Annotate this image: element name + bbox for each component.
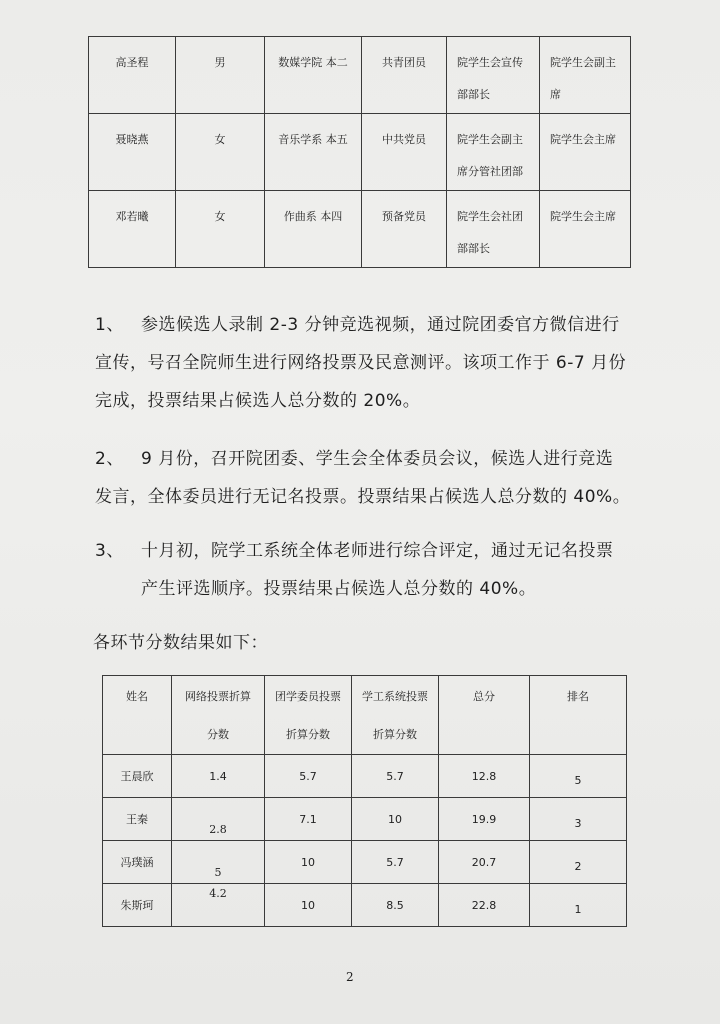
table-row (89, 191, 631, 268)
cell-committee-vote: 5.7 (265, 755, 352, 798)
cell-total: 20.7 (439, 841, 530, 884)
table-row (89, 37, 631, 114)
step-number: 2、 (95, 449, 124, 469)
score-table (102, 675, 627, 927)
candidate-current-post: 院学生会社团 部部长 (447, 191, 540, 268)
cell-total: 22.8 (439, 884, 530, 927)
cell-name: 王晨欣 (103, 755, 172, 798)
cell-total: 12.8 (439, 755, 530, 798)
candidate-party: 共青团员 (362, 37, 447, 114)
candidate-current-post: 院学生会宣传 部部长 (447, 37, 540, 114)
header-net-vote: 网络投票折算 分数 (172, 676, 265, 755)
table-header-row (103, 676, 627, 755)
table-row (103, 884, 627, 927)
cell-name: 冯璞涵 (103, 841, 172, 884)
candidate-running-for: 院学生会主席 (540, 191, 631, 268)
step-line: 宣传，号召全院师生进行网络投票及民意测评。该项工作于 6-7 月份 (95, 353, 627, 373)
table-row (89, 114, 631, 191)
cell-rank: 2 (530, 841, 627, 884)
cell-net-vote: 4.2 (172, 884, 265, 927)
header-name: 姓名 (103, 676, 172, 755)
cell-rank: 1 (530, 884, 627, 927)
step-3-paragraph (95, 532, 635, 608)
candidate-name: 邓若曦 (89, 191, 176, 268)
cell-staff-vote: 5.7 (352, 755, 439, 798)
candidate-dept: 音乐学系 本五 (265, 114, 362, 191)
step-2-paragraph (95, 440, 635, 516)
header-committee-vote: 团学委员投票 折算分数 (265, 676, 352, 755)
step-line: 十月初，院学工系统全体老师进行综合评定，通过无记名投票 (141, 541, 614, 561)
cell-net-vote: 5 (172, 841, 265, 884)
cell-total: 19.9 (439, 798, 530, 841)
candidate-gender: 女 (176, 114, 265, 191)
table-row (103, 755, 627, 798)
candidates-table (88, 36, 631, 268)
cell-rank: 5 (530, 755, 627, 798)
header-rank: 排名 (530, 676, 627, 755)
cell-net-vote: 2.8 (172, 798, 265, 841)
page-number: 2 (346, 970, 354, 984)
cell-committee-vote: 7.1 (265, 798, 352, 841)
candidate-dept: 数媒学院 本二 (265, 37, 362, 114)
cell-staff-vote: 8.5 (352, 884, 439, 927)
cell-committee-vote: 10 (265, 884, 352, 927)
step-line: 产生评选顺序。投票结果占候选人总分数的 40%。 (141, 579, 537, 599)
step-line: 完成，投票结果占候选人总分数的 20%。 (95, 391, 421, 411)
candidate-dept: 作曲系 本四 (265, 191, 362, 268)
candidate-current-post: 院学生会副主 席分管社团部 (447, 114, 540, 191)
candidate-party: 预备党员 (362, 191, 447, 268)
candidate-party: 中共党员 (362, 114, 447, 191)
candidate-running-for: 院学生会主席 (540, 114, 631, 191)
table-row (103, 841, 627, 884)
cell-name: 王秦 (103, 798, 172, 841)
cell-rank: 3 (530, 798, 627, 841)
candidate-name: 高圣程 (89, 37, 176, 114)
header-total: 总分 (439, 676, 530, 755)
cell-name: 朱斯珂 (103, 884, 172, 927)
cell-staff-vote: 10 (352, 798, 439, 841)
step-number: 1、 (95, 315, 124, 335)
step-number: 3、 (95, 541, 124, 561)
cell-committee-vote: 10 (265, 841, 352, 884)
candidate-running-for: 院学生会副主 席 (540, 37, 631, 114)
step-line: 9 月份，召开院团委、学生会全体委员会议，候选人进行竞选 (141, 449, 614, 469)
header-staff-vote: 学工系统投票 折算分数 (352, 676, 439, 755)
candidate-gender: 男 (176, 37, 265, 114)
table-row (103, 798, 627, 841)
step-line: 参选候选人录制 2-3 分钟竞选视频，通过院团委官方微信进行 (141, 315, 620, 335)
scores-intro: 各环节分数结果如下： (93, 633, 268, 653)
cell-net-vote: 1.4 (172, 755, 265, 798)
step-line: 发言，全体委员进行无记名投票。投票结果占候选人总分数的 40%。 (95, 487, 631, 507)
cell-staff-vote: 5.7 (352, 841, 439, 884)
candidate-gender: 女 (176, 191, 265, 268)
step-1-paragraph (95, 306, 635, 420)
candidate-name: 聂晓燕 (89, 114, 176, 191)
